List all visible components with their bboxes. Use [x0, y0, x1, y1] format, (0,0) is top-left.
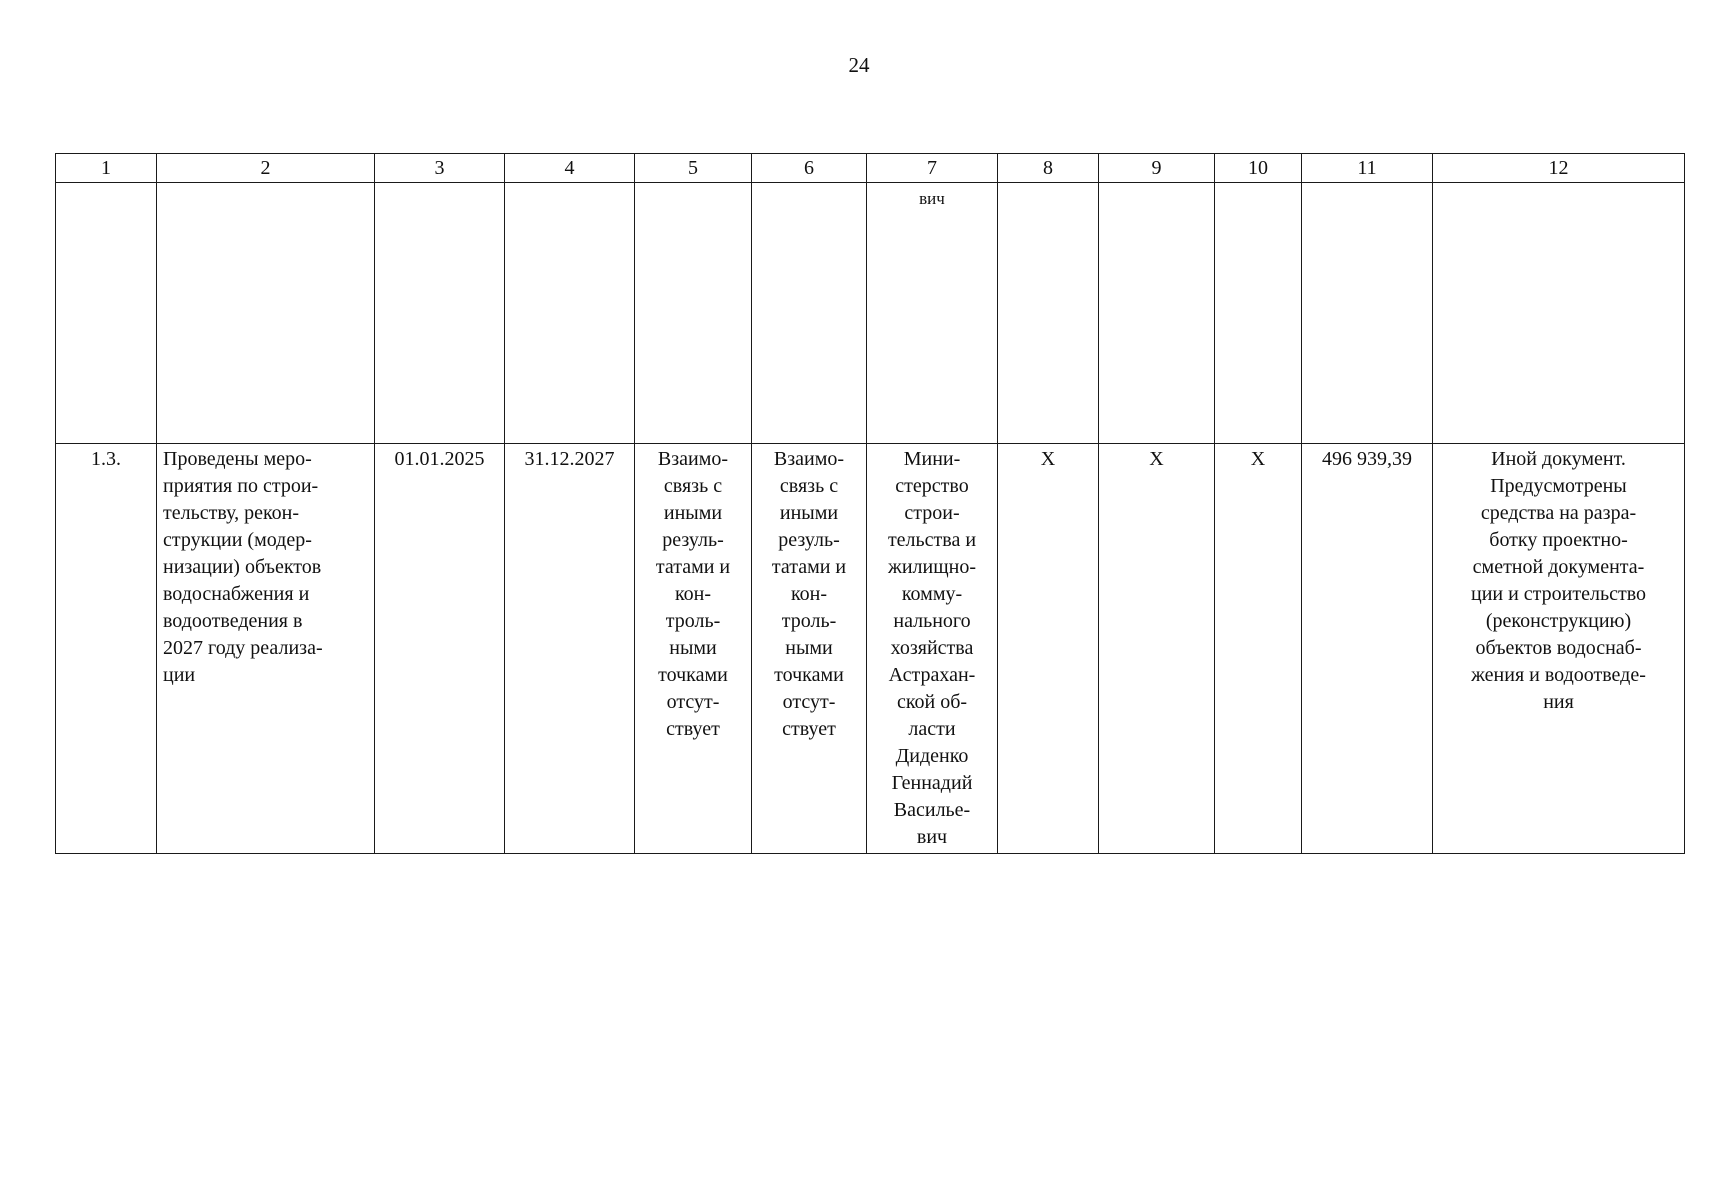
column-header-12: 12	[1433, 154, 1685, 183]
cell-relation-results: Взаимо- связь с иными резуль- татами и кон- троль- ными точками отсут- ствует	[635, 444, 752, 854]
column-header-4: 4	[505, 154, 635, 183]
column-header-11: 11	[1302, 154, 1433, 183]
cell-start-date: 01.01.2025	[375, 444, 505, 854]
column-header-5: 5	[635, 154, 752, 183]
page-number: 24	[848, 53, 870, 77]
column-header-10: 10	[1215, 154, 1302, 183]
cell-empty	[56, 183, 157, 444]
table-row	[56, 444, 1685, 854]
cell-empty	[505, 183, 635, 444]
column-header-9: 9	[1099, 154, 1215, 183]
cell-empty	[1099, 183, 1215, 444]
cell-relation-points: Взаимо- связь с иными резуль- татами и кон- троль- ными точками отсут- ствует	[752, 444, 867, 854]
cell-col8: Х	[998, 444, 1099, 854]
cell-description: Проведены меро- приятия по строи- тельству, рекон- струкции (модер- низации) объектов водоснабжения и водоотведения в 2027 году реализа- ции	[157, 444, 375, 854]
column-header-7: 7	[867, 154, 998, 183]
column-header-1: 1	[56, 154, 157, 183]
column-header-8: 8	[998, 154, 1099, 183]
column-header-6: 6	[752, 154, 867, 183]
column-header-3: 3	[375, 154, 505, 183]
cell-empty	[375, 183, 505, 444]
cell-responsible: Мини- стерство строи- тельства и жилищно- комму- нального хозяйства Астрахан- ской об- ласти Диденко Геннадий Василье- вич	[867, 444, 998, 854]
column-header-2: 2	[157, 154, 375, 183]
cell-col10: Х	[1215, 444, 1302, 854]
cell-empty	[635, 183, 752, 444]
table-row-continuation	[56, 183, 1685, 444]
cell-row-number: 1.3.	[56, 444, 157, 854]
cell-empty	[1433, 183, 1685, 444]
cell-amount: 496 939,39	[1302, 444, 1433, 854]
cell-responsible-continuation: вич	[867, 183, 998, 444]
cell-empty	[998, 183, 1099, 444]
cell-end-date: 31.12.2027	[505, 444, 635, 854]
plan-table	[55, 153, 1685, 854]
table-header-row	[56, 154, 1685, 183]
cell-empty	[157, 183, 375, 444]
cell-empty	[752, 183, 867, 444]
cell-empty	[1302, 183, 1433, 444]
cell-document: Иной документ. Предусмотрены средства на разра- ботку проектно- сметной документа- ции и строительство (реконструкцию) объектов водоснаб- жения и водоотведе- ния	[1433, 444, 1685, 854]
cell-col9: Х	[1099, 444, 1215, 854]
cell-empty	[1215, 183, 1302, 444]
